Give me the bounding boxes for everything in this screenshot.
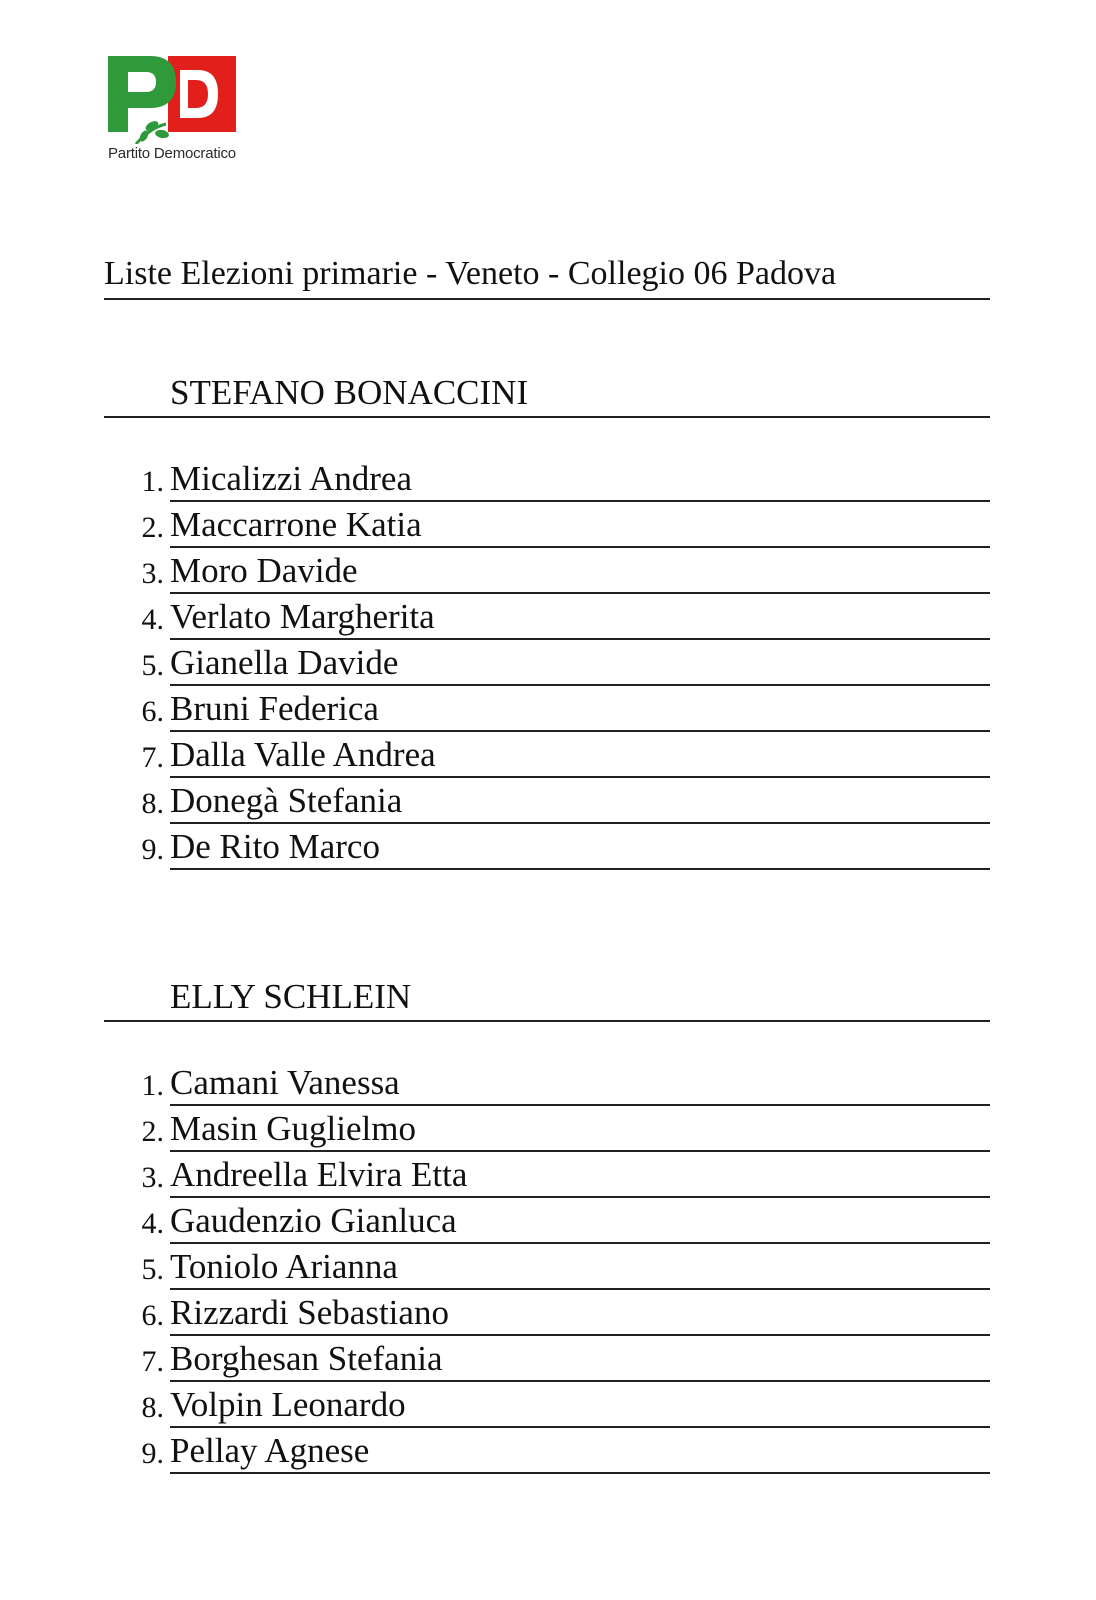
list-item [104, 686, 990, 732]
list-name: Rizzardi Sebastiano [170, 1290, 990, 1336]
list-number: 4. [141, 1207, 164, 1240]
list-item [104, 1428, 990, 1474]
list-name: Borghesan Stefania [170, 1336, 990, 1382]
list-name: Moro Davide [170, 548, 990, 594]
list-name: Maccarrone Katia [170, 502, 990, 548]
list-name: Gaudenzio Gianluca [170, 1198, 990, 1244]
list-number: 6. [141, 1299, 164, 1332]
list-item [104, 824, 990, 870]
list-name: Dalla Valle Andrea [170, 732, 990, 778]
list-number: 9. [141, 1437, 164, 1470]
list-number: 5. [141, 649, 164, 682]
list-name: Bruni Federica [170, 686, 990, 732]
list-name: Micalizzi Andrea [170, 456, 990, 502]
list-name: De Rito Marco [170, 824, 990, 870]
list-item [104, 1382, 990, 1428]
list-item [104, 502, 990, 548]
list-number: 2. [141, 511, 164, 544]
list-name: Verlato Margherita [170, 594, 990, 640]
logo-caption: Partito Democratico [108, 145, 236, 162]
list-item [104, 1290, 990, 1336]
pd-logo-icon [106, 54, 240, 144]
list-name: Pellay Agnese [170, 1428, 990, 1474]
candidate-list [104, 1060, 990, 1474]
list-name: Camani Vanessa [170, 1060, 990, 1106]
list-number: 1. [141, 1069, 164, 1102]
list-item [104, 594, 990, 640]
list-number: 8. [141, 1391, 164, 1424]
candidate-name: STEFANO BONACCINI [104, 372, 990, 418]
list-name: Volpin Leonardo [170, 1382, 990, 1428]
list-name: Gianella Davide [170, 640, 990, 686]
list-item [104, 640, 990, 686]
list-item [104, 1244, 990, 1290]
list-item [104, 456, 990, 502]
candidate-section-bonaccini [104, 372, 990, 870]
list-number: 2. [141, 1115, 164, 1148]
list-name: Toniolo Arianna [170, 1244, 990, 1290]
list-item [104, 1106, 990, 1152]
list-number: 6. [141, 695, 164, 728]
list-item [104, 1152, 990, 1198]
list-name: Donegà Stefania [170, 778, 990, 824]
list-number: 5. [141, 1253, 164, 1286]
list-number: 4. [141, 603, 164, 636]
document-title: Liste Elezioni primarie - Veneto - Collegio 06 Padova [104, 254, 990, 300]
list-number: 8. [141, 787, 164, 820]
list-number: 7. [141, 1345, 164, 1378]
list-item [104, 1336, 990, 1382]
list-number: 9. [141, 833, 164, 866]
list-number: 3. [141, 1161, 164, 1194]
list-number: 7. [141, 741, 164, 774]
list-item [104, 1198, 990, 1244]
list-name: Andreella Elvira Etta [170, 1152, 990, 1198]
candidate-section-schlein [104, 976, 990, 1474]
list-item [104, 548, 990, 594]
candidate-name: ELLY SCHLEIN [104, 976, 990, 1022]
list-number: 3. [141, 557, 164, 590]
list-item [104, 1060, 990, 1106]
list-name: Masin Guglielmo [170, 1106, 990, 1152]
list-item [104, 732, 990, 778]
candidate-list [104, 456, 990, 870]
list-item [104, 778, 990, 824]
list-number: 1. [141, 465, 164, 498]
